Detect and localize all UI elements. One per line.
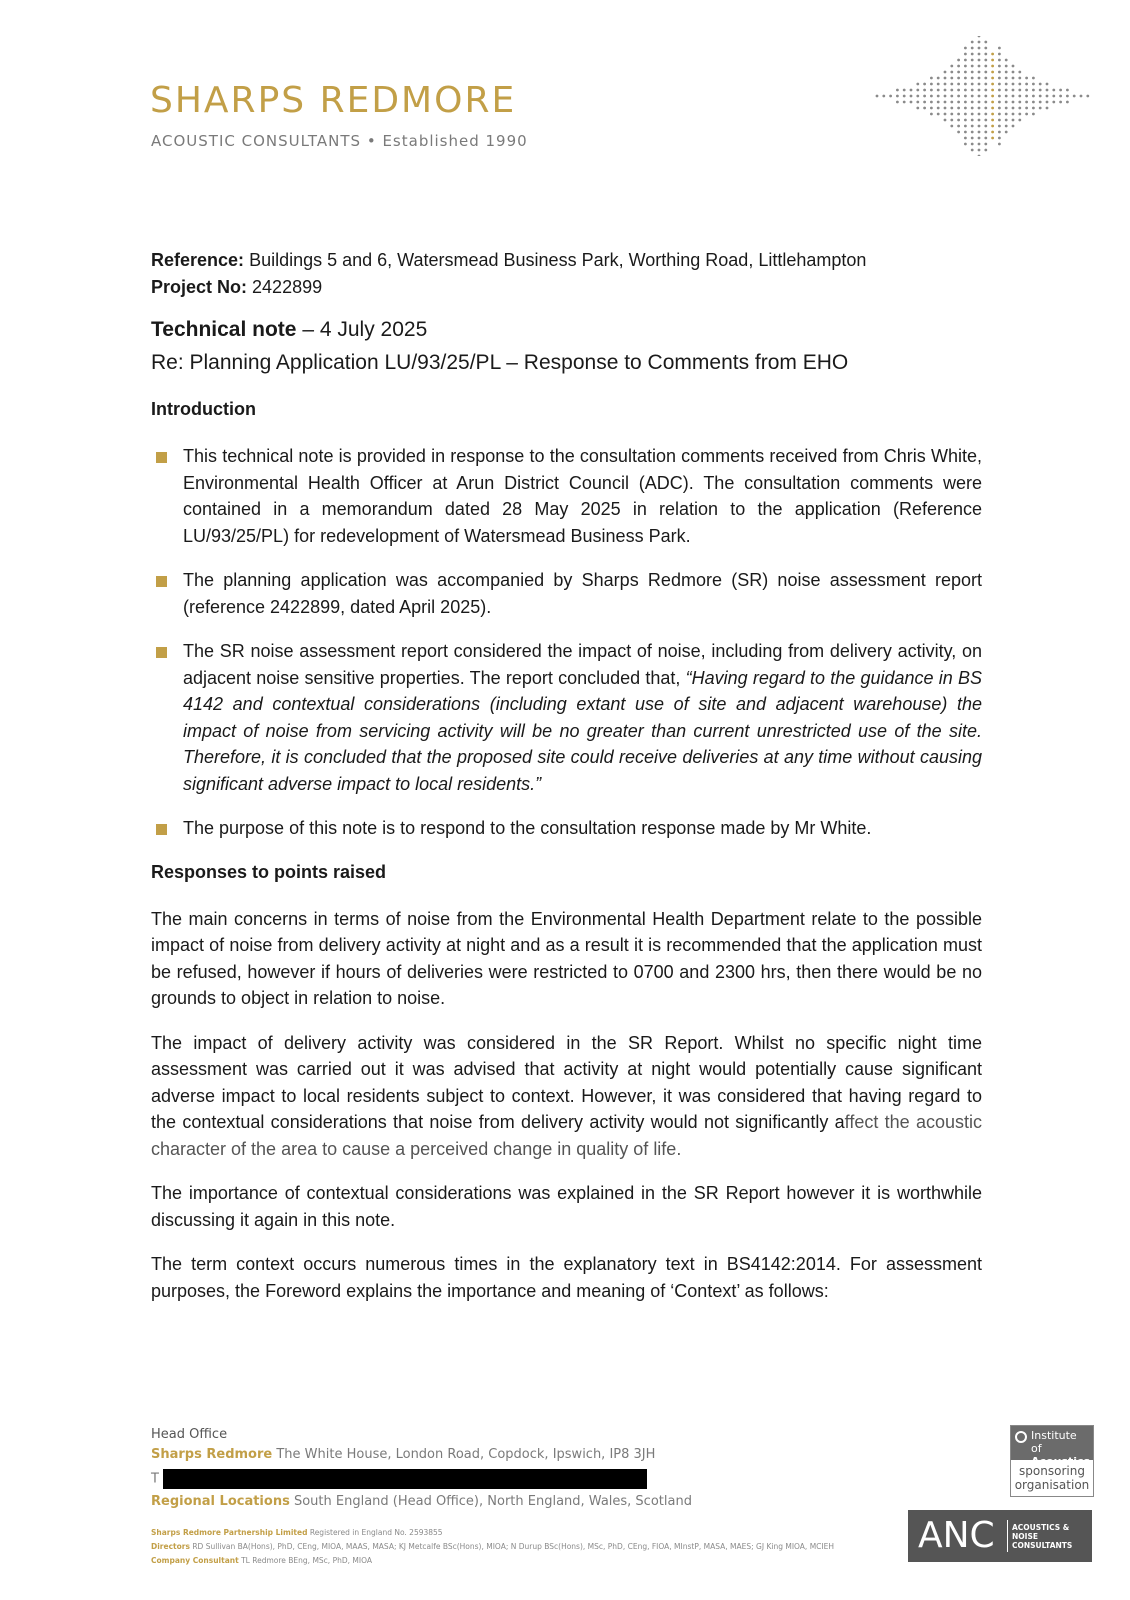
list-item — [151, 443, 982, 549]
reference-value: Buildings 5 and 6, Watersmead Business Park, Worthing Road, Littlehampton — [249, 250, 867, 270]
brand-name: SHARPS REDMORE — [150, 80, 517, 121]
paragraph: The main concerns in terms of noise from the Environmental Health Department relate to the possible impact of noise from delivery activity at night and as a result it is recommended that the application must be refused, however if hours of deliveries were restricted to 0700 and 2300 hrs, then there would be no grounds to object in relation to noise. — [151, 908, 982, 1008]
head-office-label: Head Office — [151, 1427, 228, 1442]
footer — [151, 1425, 971, 1568]
bullet-text: The planning application was accompanied by Sharps Redmore (SR) noise assessment report (reference 2422899, dated April 2025). — [183, 570, 982, 617]
ioa-line1: Institute of — [1031, 1429, 1077, 1455]
partnership-line — [151, 1526, 971, 1540]
anc-divider — [1007, 1520, 1008, 1552]
anc-caption — [1012, 1523, 1072, 1550]
reference-label: Reference: — [151, 250, 245, 270]
paragraph-tail-text: ffect the acoustic character of the area to cause a perceived change in quality of life. — [151, 1112, 983, 1159]
note-date: – 4 July 2025 — [296, 318, 428, 341]
paragraph-main-text: The impact of delivery activity was considered in the SR Report. Whilst no specific night time assessment was carried out it was advised that activity at night would potentially cause significant adverse impact to local residents subject to context. However, it was considered that having regard to the contextual considerations that noise from delivery activity would not significantly a — [151, 1032, 982, 1132]
bullet-text: This technical note is provided in response to the consultation comments received from Chris White, Environmental Health Officer at Arun District Council (ADC). The consultation comments were contained in a memorandum dated 28 May 2025 in relation to the application (Reference LU/93/25/PL) for redevelopment of Watersmead Business Park. — [183, 446, 982, 546]
square-bullet-icon — [156, 452, 167, 463]
project-value: 2422899 — [252, 277, 323, 297]
brand-tagline: ACOUSTIC CONSULTANTS • Established 1990 — [151, 132, 528, 150]
square-bullet-icon — [156, 576, 167, 587]
square-bullet-icon — [156, 824, 167, 835]
partnership-value: Registered in England No. 2593855 — [307, 1527, 443, 1537]
bullet-text: The purpose of this note is to respond to the consultation response made by Mr White. — [183, 818, 872, 838]
regional-line — [151, 1492, 971, 1512]
paragraph: The importance of contextual considerations was explained in the SR Report however it is worthwhile discussing it again in this note. — [151, 1183, 982, 1230]
anc-line2: NOISE — [1012, 1532, 1038, 1541]
ioa-line3: sponsoring — [1019, 1464, 1085, 1478]
directors-value: RD Sullivan BA(Hons), PhD, CEng, MIOA, MAAS, MASA; KJ Metcalfe BSc(Hons), MIOA; N Durup BSc(Hons), MSc, PhD, CEng, FIOA, MInstP, MASA, MAES; GJ King MIOA, MCIEH — [189, 1541, 834, 1551]
redaction-bar — [163, 1469, 647, 1489]
regional-value: South England (Head Office), North England, Wales, Scotland — [289, 1493, 692, 1509]
responses-heading: Responses to points raised — [151, 861, 387, 882]
consultant-value: TL Redmore BEng, MSc, PhD, MIOA — [238, 1555, 372, 1565]
phone-prefix: T — [151, 1471, 159, 1487]
ioa-logo-icon — [1015, 1431, 1027, 1443]
partnership-label: Sharps Redmore Partnership Limited — [151, 1527, 308, 1537]
anc-line1: ACOUSTICS & — [1012, 1523, 1070, 1532]
paragraph — [151, 1030, 982, 1163]
anc-logo-text: ANC — [918, 1515, 995, 1556]
list-item — [151, 815, 982, 842]
ioa-line2: Acoustics — [1031, 1455, 1091, 1468]
note-title-bold: Technical note — [151, 318, 297, 341]
list-item — [151, 638, 982, 797]
list-item — [151, 567, 982, 620]
consultant-line — [151, 1554, 971, 1568]
ioa-line4: organisation — [1014, 1478, 1090, 1492]
company-name: Sharps Redmore — [151, 1447, 273, 1462]
address-line — [151, 1445, 971, 1465]
phone-line — [151, 1469, 971, 1490]
note-title — [151, 313, 982, 379]
bullet-text: The SR noise assessment report considered the impact of noise, including from delivery activity, on adjacent noise sensitive properties. The report concluded that, — [183, 641, 982, 688]
project-line — [151, 274, 982, 301]
address: The White House, London Road, Copdock, Ipswich, IP8 3JH — [272, 1447, 656, 1462]
introduction-heading: Introduction — [151, 399, 256, 419]
reference-line — [151, 247, 982, 274]
note-subject: Re: Planning Application LU/93/25/PL – Response to Comments from EHO — [151, 351, 849, 374]
paragraph: The term context occurs numerous times in the explanatory text in BS4142:2014. For assessment purposes, the Foreword explains the importance and meaning of ‘Context’ as follows: — [151, 1254, 982, 1301]
directors-label: Directors — [151, 1541, 190, 1551]
square-bullet-icon — [156, 647, 167, 658]
document-body — [151, 247, 982, 1322]
directors-line — [151, 1540, 971, 1554]
waveform-logo-icon — [874, 36, 1094, 156]
ioa-badge-top — [1011, 1426, 1093, 1468]
regional-label: Regional Locations — [151, 1493, 290, 1509]
report-quote: “Having regard to the guidance in BS 4142 and contextual considerations (including extant use of site and adjacent warehouse) the impact of noise from servicing activity will be no greater than current unrestricted use of the site. Therefore, it is concluded that the proposed site could receive deliveries at any time without causing significant adverse impact to local residents.” — [183, 667, 982, 794]
consultant-label: Company Consultant — [151, 1555, 239, 1565]
anc-line3: CONSULTANTS — [1012, 1541, 1073, 1550]
project-label: Project No: — [151, 277, 248, 297]
ioa-sponsor-badge — [1010, 1425, 1094, 1497]
anc-badge — [908, 1510, 1092, 1562]
